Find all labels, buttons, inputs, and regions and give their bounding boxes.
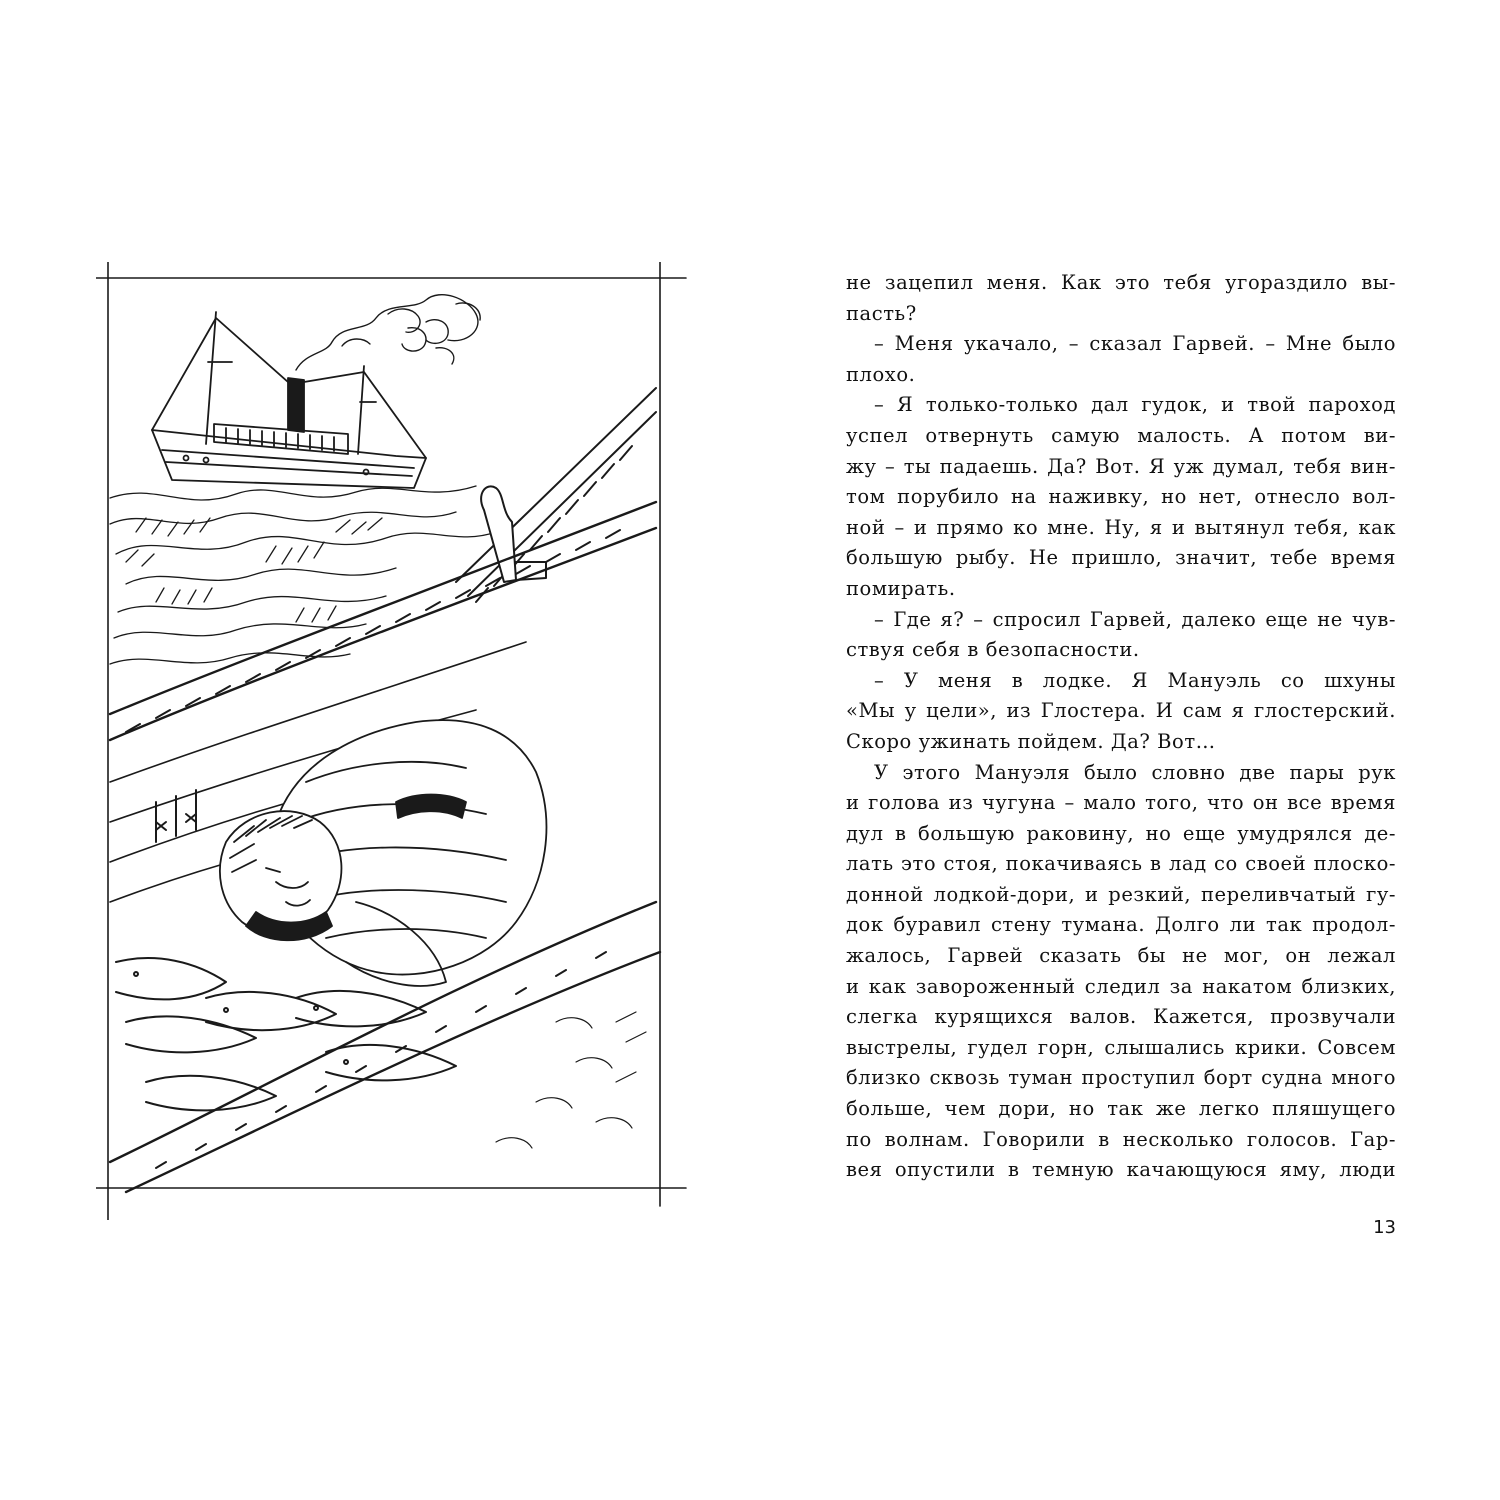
text-line: Скоро ужинать пойдем. Да? Вот… bbox=[846, 729, 1216, 753]
text-line: док буравил стену тумана. Долго ли так продол- bbox=[846, 913, 1396, 937]
text-line: по волнам. Говорили в несколько голосов. Гар- bbox=[846, 1127, 1396, 1151]
text-line: ствуя себя в безопасности. bbox=[846, 638, 1140, 662]
text-line: слегка курящихся валов. Кажется, прозвучали bbox=[846, 1005, 1396, 1029]
text-line: успел отвернуть самую малость. А потом ви- bbox=[846, 423, 1396, 447]
text-line: том порубило на наживку, но нет, отнесло вол- bbox=[846, 485, 1396, 509]
text-line: жалось, Гарвей сказать бы не мог, он лежал bbox=[846, 944, 1396, 968]
text-line: У этого Мануэля было словно две пары рук bbox=[874, 760, 1396, 784]
illustration-drawing bbox=[96, 262, 692, 1220]
text-line: близко сквозь туман проступил борт судна много bbox=[846, 1066, 1396, 1090]
sea-spray bbox=[496, 1012, 646, 1148]
text-line: донной лодкой-дори, и резкий, переливчатый гу- bbox=[846, 882, 1396, 906]
text-line: лать это стоя, покачиваясь в лад со своей плоско- bbox=[846, 852, 1396, 876]
boy-figure bbox=[220, 720, 546, 986]
text-line: – Меня укачало, – сказал Гарвей. – Мне было bbox=[874, 332, 1396, 356]
smoke bbox=[296, 295, 480, 370]
illustration bbox=[96, 262, 692, 1220]
text-line: вея опустили в темную качающуюся яму, люди bbox=[846, 1158, 1396, 1182]
text-line: большую рыбу. Не пришло, значит, тебе время bbox=[846, 546, 1396, 570]
text-line: не зацепил меня. Как это тебя угораздило вы- bbox=[846, 271, 1396, 294]
text-line: помирать. bbox=[846, 576, 956, 600]
text-line: пасть? bbox=[846, 301, 917, 325]
text-line: – Где я? – спросил Гарвей, далеко еще не чув- bbox=[874, 607, 1396, 631]
text-line: ной – и прямо ко мне. Ну, я и вытянул тебя, как bbox=[846, 515, 1396, 539]
text-line: выстрелы, гудел горн, слышались крики. Совсем bbox=[846, 1035, 1396, 1059]
page-number: 13 bbox=[1373, 1217, 1396, 1238]
text-line: и голова из чугуна – мало того, что он все время bbox=[846, 791, 1396, 815]
text-line: «Мы у цели», из Глостера. И сам я глостерский. bbox=[846, 699, 1396, 723]
text-line: дул в большую раковину, но еще умудрялся де- bbox=[846, 821, 1396, 845]
text-line: – Я только-только дал гудок, и твой пароход bbox=[874, 393, 1396, 417]
text-line: плохо. bbox=[846, 362, 916, 386]
text-line: жу – ты падаешь. Да? Вот. Я уж думал, тебя вин- bbox=[846, 454, 1396, 478]
text-line: – У меня в лодке. Я Мануэль со шхуны bbox=[874, 668, 1396, 692]
body-text bbox=[846, 268, 1396, 1208]
text-line: больше, чем дори, но так же легко пляшущего bbox=[846, 1097, 1396, 1121]
text-line: и как завороженный следил за накатом близких, bbox=[846, 974, 1396, 998]
steamship bbox=[152, 312, 426, 488]
